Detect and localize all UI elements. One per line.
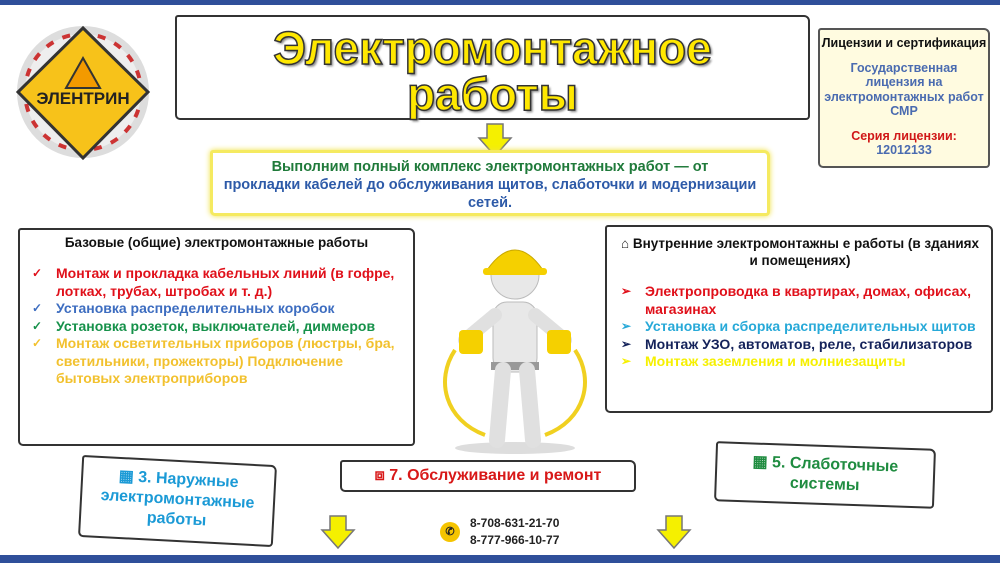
check-icon: ✓ (32, 301, 43, 315)
check-icon: ✓ (32, 336, 43, 350)
arrow-bullet-icon: ➢ (621, 319, 632, 333)
title-line-2: работы (407, 68, 578, 120)
low-current-box: ▦ 5. Слаботочные системы (714, 441, 936, 509)
internal-works-box (605, 225, 993, 413)
list-item: ✓ Установка розеток, выключателей, диммеров (32, 317, 376, 334)
house-icon: ⌂ (620, 236, 633, 251)
phone-number[interactable]: 8-777-966-10-77 (470, 533, 560, 547)
intro-box (210, 150, 770, 216)
check-icon: ✓ (32, 266, 43, 280)
license-body: Государственная лицензия на электромонтажных работ СМР (824, 60, 984, 118)
list-item: ✓ Установка распределительных коробок (32, 300, 335, 316)
arrow-bullet-icon: ➢ (621, 336, 632, 351)
check-icon: ✓ (32, 318, 43, 333)
license-series-label: Серия лицензии: (851, 128, 957, 143)
title-line-1: Электромонтажное (273, 22, 712, 74)
list-item: ➢ Электропроводка в квартирах, домах, офисах, магазинах (621, 283, 972, 317)
basic-works-heading: Базовые (общие) электромонтажные работы (64, 235, 369, 250)
service-box: ⧈ 7. Обслуживание и ремонт (340, 460, 636, 492)
arrow-bullet-icon: ➢ (621, 284, 632, 298)
toolbox-icon: ⧈ (374, 467, 390, 484)
list-item: ✓ Монтаж осветительных приборов (люстры, бра, светильники, прожекторы) Подключение бытовых электроприборов (32, 335, 395, 386)
list-item: ➢ Монтаж УЗО, автоматов, реле, стабилизаторов (621, 335, 973, 352)
basic-works-box (18, 228, 415, 446)
license-box (818, 28, 990, 168)
outdoor-works-box: ▦ 3. Наружные электромонтажные работы (78, 455, 277, 547)
bottom-bar (0, 555, 1000, 563)
intro-text-2: прокладки кабелей до обслуживания щитов, слаботочки и модернизации сетей. (223, 177, 757, 211)
internal-works-heading: ⌂ Внутренние электромонтажны е работы (в зданиях и помещениях) (620, 236, 980, 268)
phone-icon: ✆ (440, 522, 460, 542)
top-bar (0, 0, 1000, 5)
license-series-number: 12012133 (876, 143, 932, 157)
arrow-bullet-icon: ➢ (621, 354, 632, 368)
phone-number[interactable]: 8-708-631-21-70 (470, 516, 560, 530)
arrow-down-icon (320, 514, 356, 550)
building-icon: ▦ (118, 467, 139, 486)
list-item: ➢ Установка и сборка распределительных щитов (621, 318, 976, 334)
list-item: ✓ Монтаж и прокладка кабельных линий (в гофре, лотках, трубах, штробах и т. д.) (32, 265, 395, 299)
contact-phones (440, 515, 559, 549)
building-icon: ▦ (752, 453, 773, 472)
electrician-figure-icon (425, 230, 605, 455)
license-heading: Лицензии и сертификация (821, 36, 987, 50)
page-title (175, 15, 810, 120)
list-item: ➢ Монтаж заземления и молниезащиты (621, 353, 906, 369)
arrow-down-icon (656, 514, 692, 550)
intro-text-1: Выполним полный комплекс электромонтажных работ — от (271, 159, 709, 175)
svg-text:ЭЛЕНТРИН: ЭЛЕНТРИН (36, 89, 130, 108)
logo-electrician-icon (8, 20, 158, 165)
